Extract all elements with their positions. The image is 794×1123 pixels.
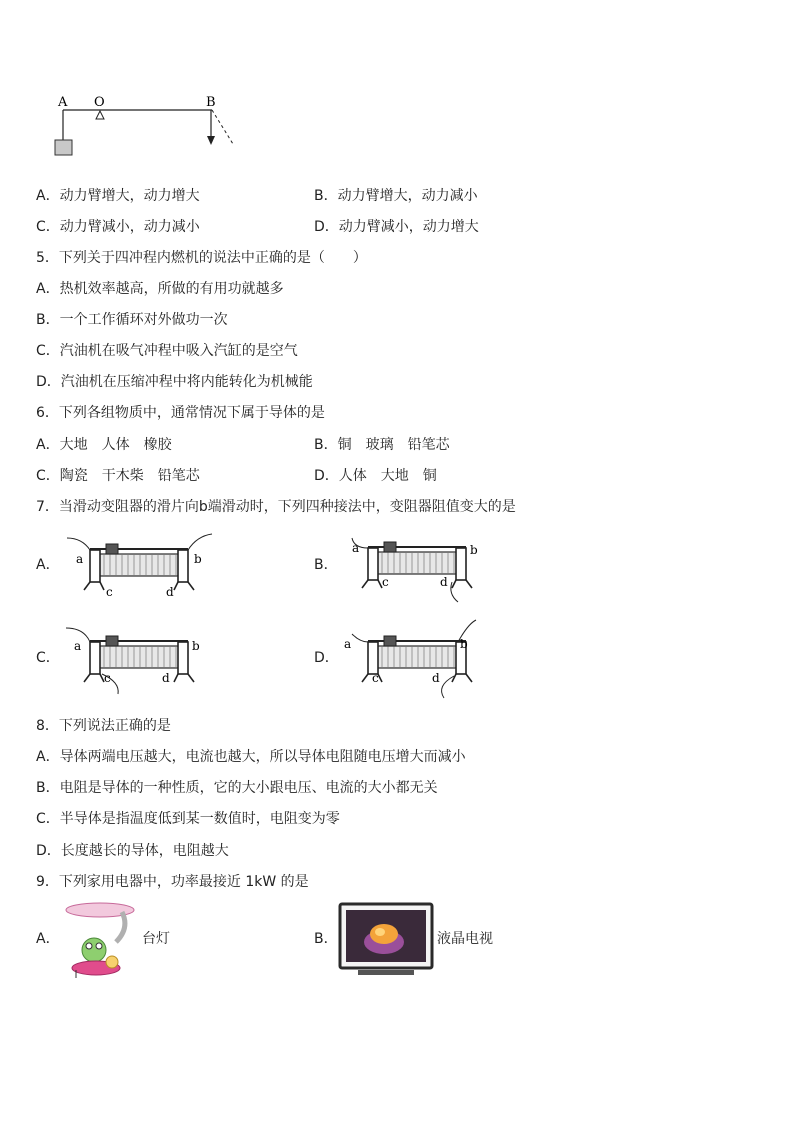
- q8-option-b: B．电阻是导体的一种性质，它的大小跟电压、电流的大小都无关: [36, 780, 438, 796]
- rheostat-body: [84, 544, 194, 590]
- terminal-b-label: b: [460, 637, 468, 651]
- rheostat-body: [84, 636, 194, 682]
- q6-option-d: D．人体 大地 铜: [314, 468, 437, 484]
- lever-label-a: A: [58, 95, 68, 110]
- rheostat-body: [362, 542, 472, 588]
- q6-option-a: A．大地 人体 橡胶: [36, 437, 172, 453]
- terminal-c-label: c: [104, 671, 111, 685]
- q8-option-c: C．半导体是指温度低到某一数值时，电阻变为零: [36, 811, 340, 827]
- q7-stem: 7．当滑动变阻器的滑片向b端滑动时，下列四种接法中，变阻器阻值变大的是: [36, 499, 516, 515]
- terminal-a-label: a: [74, 639, 82, 653]
- q9-stem: 9．下列家用电器中，功率最接近 1kW 的是: [36, 874, 309, 890]
- q6-option-c: C．陶瓷 干木柴 铅笔芯: [36, 468, 200, 484]
- terminal-d-label: d: [432, 671, 440, 685]
- rheostat-figure-a: [62, 530, 222, 605]
- desk-lamp-icon: [60, 898, 140, 980]
- lcd-tv-icon: [338, 902, 434, 978]
- q9-option-a-label: 台灯: [142, 931, 170, 947]
- terminal-a-label: a: [344, 637, 352, 651]
- force-arrow-head: [207, 136, 215, 145]
- q6-option-b: B．铜 玻璃 铅笔芯: [314, 437, 450, 453]
- lever-label-b: B: [206, 95, 216, 110]
- q4-option-b: B．动力臂增大，动力减小: [314, 188, 478, 204]
- terminal-b-label: b: [192, 639, 200, 653]
- rheostat-figure-b: [340, 528, 500, 604]
- terminal-c-label: c: [106, 585, 113, 599]
- lever-figure: [50, 92, 250, 162]
- q5-option-c: C．汽油机在吸气冲程中吸入汽缸的是空气: [36, 343, 298, 359]
- q9-option-b-label: 液晶电视: [437, 931, 493, 947]
- q4-option-d: D．动力臂减小，动力增大: [314, 219, 479, 235]
- terminal-a-label: a: [352, 541, 360, 555]
- q6-stem: 6．下列各组物质中，通常情况下属于导体的是: [36, 405, 325, 421]
- terminal-b-label: b: [470, 543, 478, 557]
- q7-option-a-letter: A．: [36, 557, 60, 573]
- q5-option-a: A．热机效率越高，所做的有用功就越多: [36, 281, 284, 297]
- force-dashed-line: [212, 110, 233, 144]
- q9-option-a-letter: A．: [36, 931, 60, 947]
- q7-option-b-letter: B．: [314, 557, 338, 573]
- q5-stem: 5．下列关于四冲程内燃机的说法中正确的是（ ）: [36, 250, 367, 266]
- terminal-d-label: d: [440, 575, 448, 589]
- terminal-d-label: d: [162, 671, 170, 685]
- q8-stem: 8．下列说法正确的是: [36, 718, 171, 734]
- weight-block: [55, 140, 72, 155]
- q8-option-a: A．导体两端电压越大，电流也越大，所以导体电阻随电压增大而减小: [36, 749, 466, 765]
- terminal-b-label: b: [194, 552, 202, 566]
- q4-option-c: C．动力臂减小，动力减小: [36, 219, 200, 235]
- q8-option-d: D．长度越长的导体，电阻越大: [36, 843, 229, 859]
- terminal-c-label: c: [372, 671, 379, 685]
- q7-option-d-letter: D．: [314, 650, 339, 666]
- terminal-c-label: c: [382, 575, 389, 589]
- q5-option-b: B．一个工作循环对外做功一次: [36, 312, 228, 328]
- lever-label-o: O: [94, 95, 105, 110]
- rheostat-figure-c: [62, 622, 222, 698]
- rheostat-figure-d: [340, 618, 500, 700]
- terminal-a-label: a: [76, 552, 84, 566]
- q5-option-d: D．汽油机在压缩冲程中将内能转化为机械能: [36, 374, 313, 390]
- terminal-d-label: d: [166, 585, 174, 599]
- q4-option-a: A．动力臂增大，动力增大: [36, 188, 200, 204]
- fulcrum-icon: [96, 111, 104, 119]
- q9-option-b-letter: B．: [314, 931, 338, 947]
- q7-option-c-letter: C．: [36, 650, 60, 666]
